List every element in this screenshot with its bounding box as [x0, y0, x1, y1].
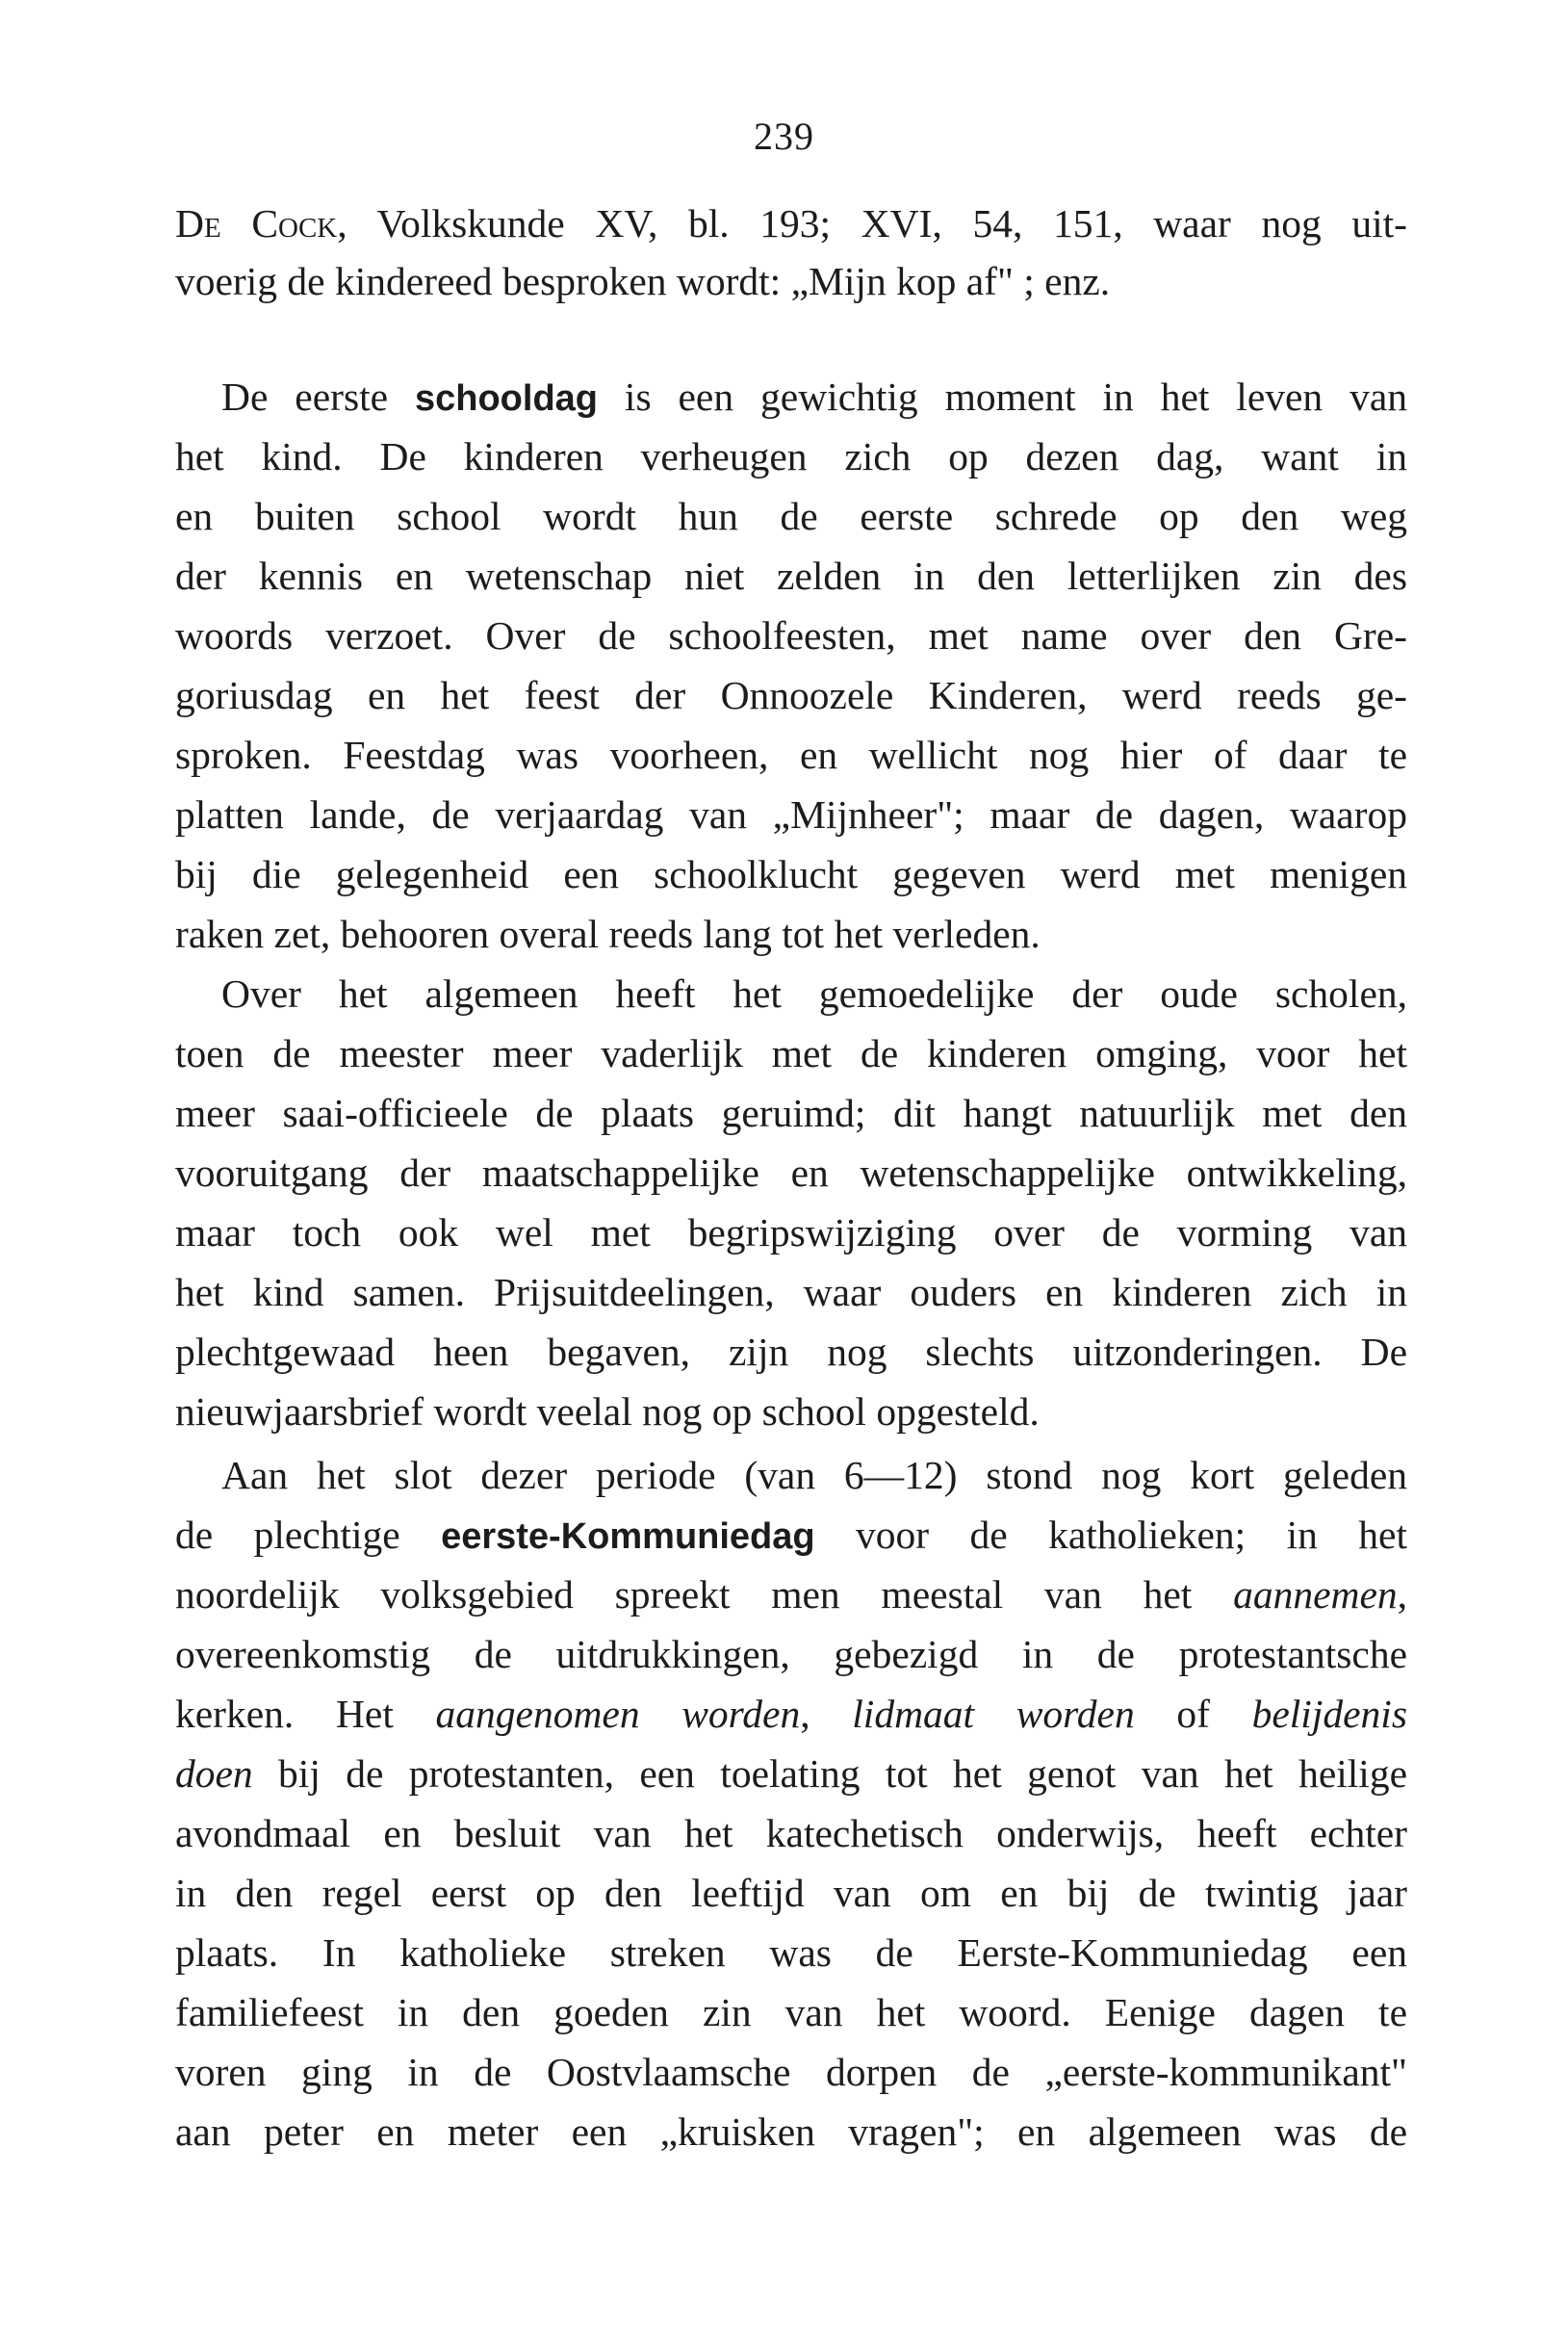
- author-name: De Cock: [175, 201, 338, 246]
- text-line: voren ging in de Oostvlaamsche dorpen de „eerste-kommunikant": [175, 2050, 1407, 2094]
- text-line: familiefeest in den goeden zin van het woord. Eenige dagen te: [175, 1990, 1407, 2034]
- term-italic: aangenomen worden: [435, 1692, 801, 1736]
- text-line: voerig de kindereed besproken wordt: „Mijn kop af" ; enz.: [175, 259, 1111, 303]
- text-line: woords verzoet. Over de schoolfeesten, met name over den Gre-: [175, 613, 1407, 658]
- text-line: bij die gelegenheid een schoolklucht gegeven werd met menigen: [175, 852, 1407, 896]
- text-line: kerken. Het aangenomen worden, lidmaat worden of belijdenis: [175, 1692, 1407, 1736]
- text-line: en buiten school wordt hun de eerste schrede op den weg: [175, 494, 1407, 538]
- text-line: sproken. Feestdag was voorheen, en wellicht nog hier of daar te: [175, 733, 1407, 777]
- term-italic: belijdenis: [1251, 1692, 1407, 1736]
- text-line: Over het algemeen heeft het gemoedelijke der oude scholen,: [221, 971, 1407, 1016]
- text-line: het kind samen. Prijsuitdeelingen, waar ouders en kinderen zich in: [175, 1270, 1407, 1314]
- text-line: noordelijk volksgebied spreekt men meestal van het aannemen,: [175, 1572, 1407, 1617]
- text-line: maar toch ook wel met begripswijziging over de vorming van: [175, 1210, 1407, 1255]
- text-line: overeenkomstig de uitdrukkingen, gebezigd in de protestantsche: [175, 1632, 1407, 1676]
- text-line: plaats. In katholieke streken was de Eerste-Kommuniedag een: [175, 1930, 1407, 1975]
- text-line: doen bij de protestanten, een toelating tot het genot van het heilige: [175, 1751, 1407, 1796]
- text-line: in den regel eerst op den leeftijd van om en bij de twintig jaar: [175, 1871, 1407, 1915]
- text-line: avondmaal en besluit van het katechetisch onderwijs, heeft echter: [175, 1811, 1407, 1855]
- keyword-bold: eerste-Kommuniedag: [441, 1516, 815, 1557]
- text-line: De Cock, Volkskunde XV, bl. 193; XVI, 54, 151, waar nog uit-: [175, 201, 1408, 246]
- text-line: raken zet, behooren overal reeds lang tot het verleden.: [175, 912, 1041, 956]
- text-line: goriusdag en het feest der Onnoozele Kinderen, werd reeds ge-: [175, 673, 1407, 717]
- keyword-bold: schooldag: [414, 378, 599, 419]
- text-line: platten lande, de verjaardag van „Mijnheer"; maar de dagen, waarop: [175, 792, 1407, 837]
- text-line: plechtgewaad heen begaven, zijn nog slechts uitzonderingen. De: [175, 1330, 1407, 1374]
- text-line: vooruitgang der maatschappelijke en wetenschappelijke ontwikkeling,: [175, 1151, 1407, 1195]
- text-line: nieuwjaarsbrief wordt veelal nog op school opgesteld.: [175, 1389, 1040, 1434]
- text-line: toen de meester meer vaderlijk met de kinderen omging, voor het: [175, 1031, 1407, 1075]
- text-line: der kennis en wetenschap niet zelden in den letterlijken zin des: [175, 554, 1407, 598]
- text-line: De eerste schooldag is een gewichtig moment in het leven van: [221, 375, 1408, 419]
- page-number: 239: [754, 115, 814, 158]
- term-italic: lidmaat worden: [852, 1692, 1135, 1736]
- text-line: het kind. De kinderen verheugen zich op dezen dag, want in: [175, 434, 1407, 479]
- text-line: de plechtige eerste-Kommuniedag voor de katholieken; in het: [175, 1513, 1407, 1557]
- term-italic: doen: [175, 1751, 253, 1796]
- text-line: aan peter en meter een „kruisken vragen"; en algemeen was de: [175, 2109, 1407, 2154]
- text-line: meer saai-officieele de plaats geruimd; dit hangt natuurlijk met den: [175, 1091, 1407, 1135]
- text-line: Aan het slot dezer periode (van 6—12) stond nog kort geleden: [221, 1453, 1407, 1497]
- term-italic: aannemen: [1233, 1572, 1398, 1617]
